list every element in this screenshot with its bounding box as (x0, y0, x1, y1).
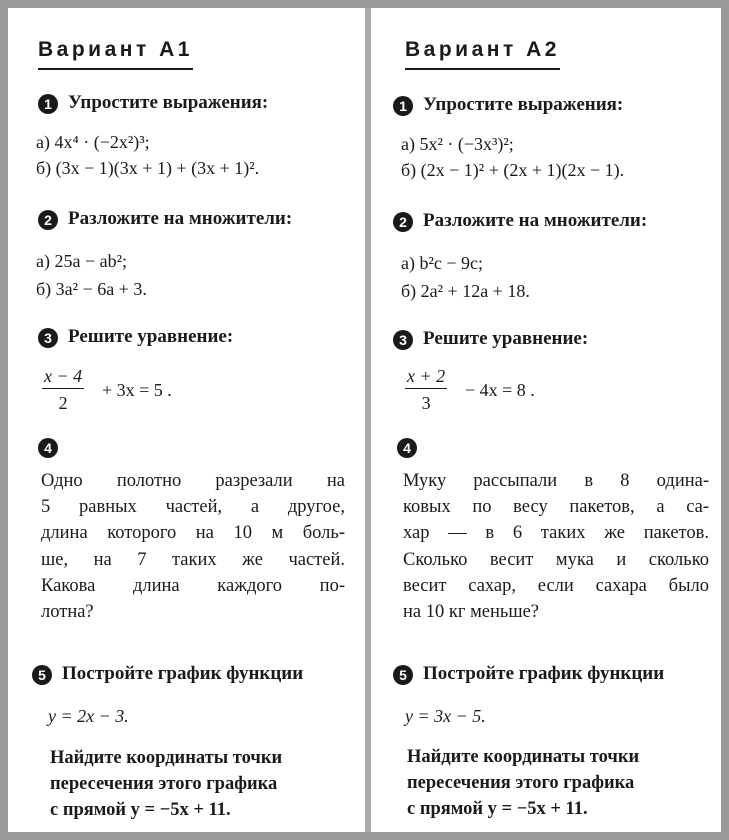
task-1-item-a: а) 5x² · (−3x³)²; (401, 134, 514, 154)
task-1-number: 1 (38, 94, 58, 114)
equation-fraction (42, 366, 84, 414)
equation-rest: − 4x = 8 . (465, 380, 535, 400)
task-4-line: длина которого на 10 м боль- (41, 523, 345, 544)
task-4-line: Какова длина каждого по- (41, 575, 345, 596)
task-2-number: 2 (393, 212, 413, 232)
task-5-find-line: с прямой y = −5x + 11. (407, 799, 588, 819)
task-1-item-b: б) (2x − 1)² + (2x + 1)(2x − 1). (401, 160, 625, 180)
fraction-denominator: 2 (58, 393, 68, 413)
task-4-line: весит сахар, если сахара было (403, 575, 709, 596)
variant-a1-column (8, 8, 365, 832)
variant-a2-title: Вариант А2 (405, 38, 560, 70)
task-5-number: 5 (393, 665, 413, 685)
task-4-number: 4 (38, 438, 58, 458)
task-2-number: 2 (38, 210, 58, 230)
task-5-find-line: Найдите координаты точки (407, 747, 640, 767)
task-5-find-line: Найдите координаты точки (50, 748, 283, 768)
task-1-number: 1 (393, 96, 413, 116)
task-5-function: y = 3x − 5. (405, 706, 486, 726)
equation-fraction (405, 366, 447, 414)
task-5-find-line: пересечения этого графика (407, 773, 635, 793)
task-4-line: Сколько весит мука и сколько (403, 549, 709, 570)
task-5-find (50, 745, 282, 823)
task-4-line: на 10 кг меньше? (403, 602, 539, 623)
equation-rest: + 3x = 5 . (102, 380, 172, 400)
task-4-line: ше, на 7 таких же частей. (41, 549, 345, 570)
task-4-line: хар — в 6 таких же пакетов. (403, 523, 709, 544)
task-5-find-line: пересечения этого графика (50, 774, 278, 794)
variant-a1-title: Вариант А1 (38, 38, 193, 70)
task-3-number: 3 (38, 328, 58, 348)
task-1-heading: Упростите выражения: (423, 94, 624, 115)
task-2-item-a: а) 25a − ab²; (36, 251, 128, 271)
task-5-function: y = 2x − 3. (48, 706, 129, 726)
task-2-item-b: б) 2a² + 12a + 18. (401, 281, 530, 301)
fraction-numerator: x + 2 (405, 366, 447, 389)
task-2-heading: Разложите на множители: (423, 210, 648, 231)
task-4-line: лотна? (41, 602, 94, 623)
task-1-heading: Упростите выражения: (68, 92, 269, 113)
fraction-numerator: x − 4 (42, 366, 84, 389)
task-1-item-a: а) 4x⁴ · (−2x²)³; (36, 132, 150, 152)
task-5-heading: Постройте график функции (423, 663, 665, 684)
task-4-line: ковых по весу пакетов, а са- (403, 497, 709, 518)
task-1-item-b: б) (3x − 1)(3x + 1) + (3x + 1)². (36, 158, 260, 178)
task-4-text (41, 468, 345, 625)
task-3-heading: Решите уравнение: (68, 326, 234, 347)
task-4-number: 4 (397, 438, 417, 458)
variant-a2-column (371, 8, 721, 832)
task-2-heading: Разложите на множители: (68, 208, 293, 229)
task-5-heading: Постройте график функции (62, 663, 304, 684)
task-2-item-a: а) b²c − 9c; (401, 253, 484, 273)
fraction-denominator: 3 (421, 393, 431, 413)
task-5-find (407, 744, 639, 822)
task-3-heading: Решите уравнение: (423, 328, 589, 349)
task-4-line: Муку рассыпали в 8 одина- (403, 471, 709, 491)
task-5-number: 5 (32, 665, 52, 685)
task-3-number: 3 (393, 330, 413, 350)
task-5-find-line: с прямой y = −5x + 11. (50, 800, 231, 820)
task-2-item-b: б) 3a² − 6a + 3. (36, 279, 147, 299)
task-4-line: 5 равных частей, а другое, (41, 497, 345, 518)
task-4-text (403, 468, 709, 625)
task-4-line: Одно полотно разрезали на (41, 471, 345, 491)
